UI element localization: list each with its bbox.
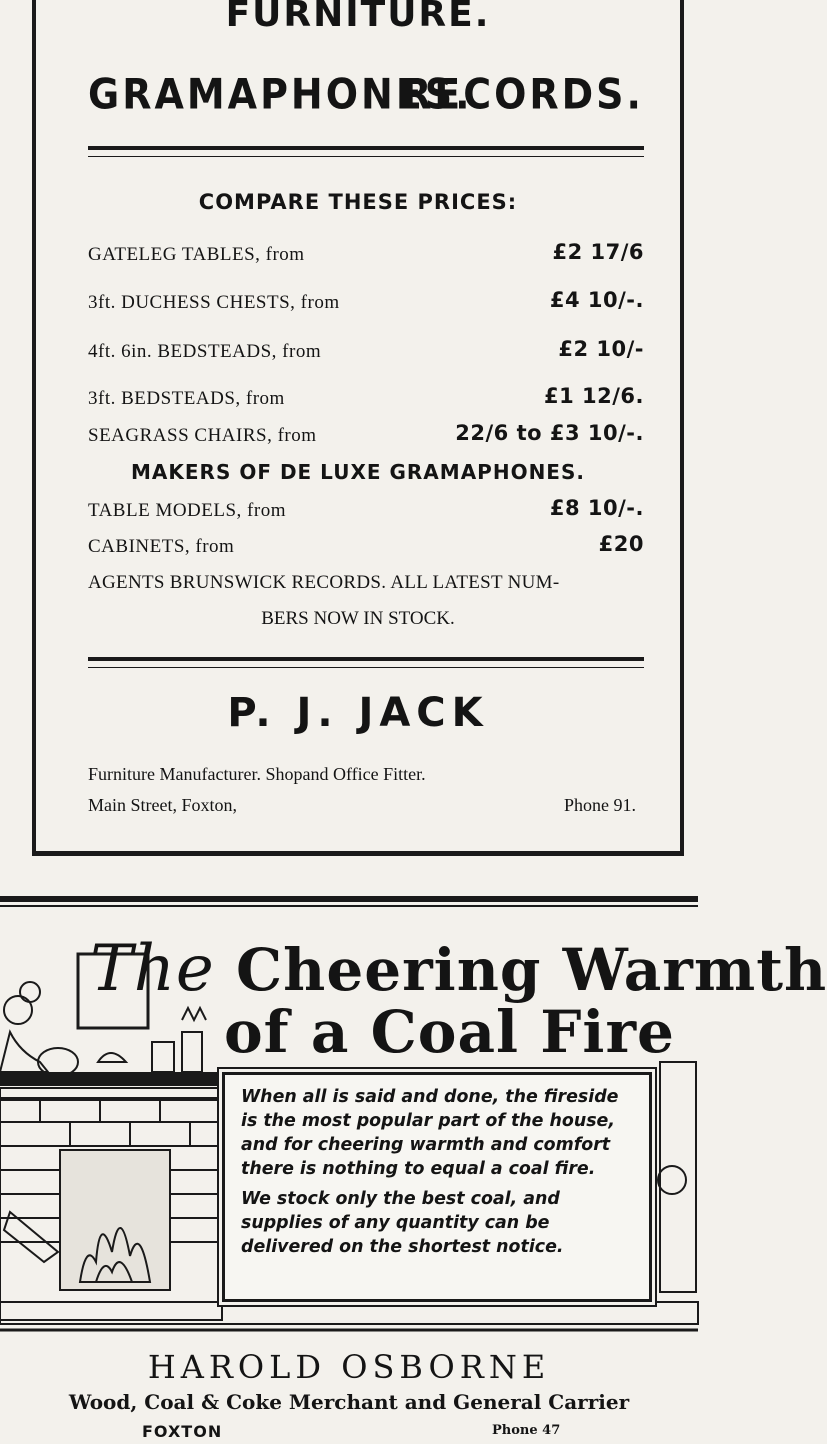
merchant-phone: Phone 47 xyxy=(492,1423,561,1438)
price-row xyxy=(88,240,644,270)
item-price: 22/6 to £3 10/-. xyxy=(455,421,644,445)
column-separator xyxy=(0,905,698,907)
divider-rule xyxy=(88,146,644,150)
item-price: £8 10/-. xyxy=(549,496,644,520)
osborne-advertisement xyxy=(0,912,827,1444)
item-price: £2 17/6 xyxy=(552,240,644,264)
price-row xyxy=(88,421,644,451)
item-label: 3ft. DUCHESS CHESTS, from xyxy=(88,292,340,313)
item-label: SEAGRASS CHAIRS, from xyxy=(88,425,317,446)
ad-subheading-records: RECORDS. xyxy=(401,69,644,119)
price-row xyxy=(88,337,644,367)
agents-text-line1: AGENTS BRUNSWICK RECORDS. ALL LATEST NUM- xyxy=(88,572,560,593)
divider-rule xyxy=(88,657,644,661)
item-label: 3ft. BEDSTEADS, from xyxy=(88,388,285,409)
business-name: P. J. JACK xyxy=(227,690,489,736)
jack-advertisement xyxy=(32,0,684,856)
chair-icon xyxy=(660,1062,696,1292)
merchant-trade: Wood, Coal & Coke Merchant and General Carrier xyxy=(68,1390,630,1414)
makers-heading: MAKERS OF DE LUXE GRAMAPHONES. xyxy=(131,460,585,484)
brick-surround xyxy=(0,1100,222,1320)
item-label: CABINETS, from xyxy=(88,536,235,557)
merchant-name: HAROLD OSBORNE xyxy=(147,1348,551,1386)
compare-prices-heading: COMPARE THESE PRICES: xyxy=(198,190,518,214)
text-panel xyxy=(222,1072,652,1302)
plate-icon xyxy=(38,1048,78,1076)
divider-rule xyxy=(88,667,644,668)
address-text: Main Street, Foxton, xyxy=(88,795,237,815)
ad-subheading-gramaphones: GRAMAPHONES. xyxy=(88,69,473,119)
pot-icon xyxy=(182,1032,202,1072)
jug-icon xyxy=(98,1053,126,1062)
body-paragraph: We stock only the best coal, and supplies of any quantity can be delivered on the shortest notice. xyxy=(241,1189,564,1257)
price-row xyxy=(88,288,644,318)
merchant-town: FOXTON xyxy=(142,1422,223,1441)
phone-text: Phone 91. xyxy=(564,795,636,815)
headline-line1 xyxy=(0,932,827,1006)
ad-heading-furniture: FURNITURE. xyxy=(225,0,491,35)
item-price: £2 10/- xyxy=(558,337,644,361)
divider-rule xyxy=(88,156,644,157)
price-row xyxy=(88,496,644,526)
item-price: £4 10/-. xyxy=(549,288,644,312)
plant-icon xyxy=(182,1008,206,1020)
item-price: £20 xyxy=(598,532,644,556)
price-row xyxy=(88,384,644,414)
clock-icon xyxy=(152,1042,174,1072)
headline-words: Cheering Warmth xyxy=(235,936,827,1004)
mantel-trim xyxy=(0,1088,222,1098)
price-row xyxy=(88,532,644,562)
headline-line2: of a Coal Fire xyxy=(224,998,675,1066)
vase-icon xyxy=(0,1032,48,1072)
item-label: 4ft. 6in. BEDSTEADS, from xyxy=(88,341,322,362)
item-label: TABLE MODELS, from xyxy=(88,500,286,521)
agents-text-line2: BERS NOW IN STOCK. xyxy=(261,608,455,629)
shovel-icon xyxy=(4,1212,58,1262)
mantel-shelf xyxy=(0,1072,222,1086)
item-label: GATELEG TABLES, from xyxy=(88,244,305,265)
headline-script-word: The xyxy=(90,932,215,1006)
body-paragraph: When all is said and done, the fireside is the most popular part of the house, and for cheering warmth and comfort there is nothing to equal a coal fire. xyxy=(241,1087,619,1179)
clock-face-icon xyxy=(658,1166,686,1194)
occupation-text: Furniture Manufacturer. Shopand Office Fitter. xyxy=(88,764,426,784)
item-price: £1 12/6. xyxy=(543,384,644,408)
column-separator xyxy=(0,896,698,902)
